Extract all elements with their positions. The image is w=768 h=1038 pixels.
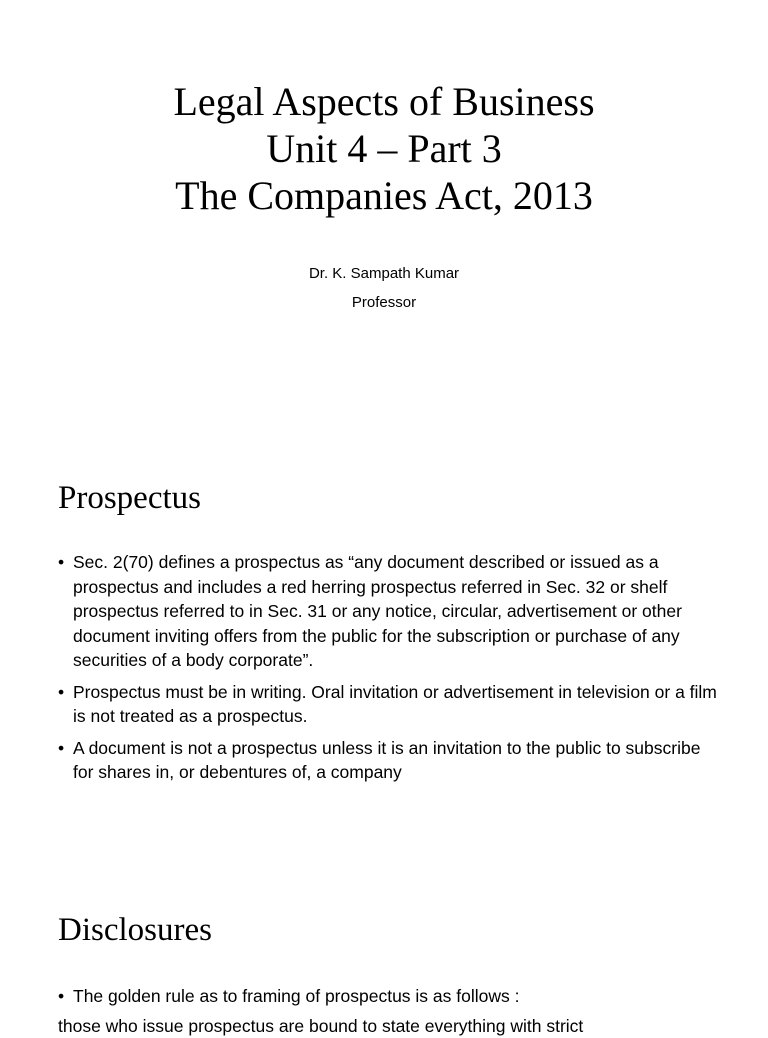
prospectus-slide (0, 432, 768, 864)
author-name: Dr. K. Sampath Kumar (0, 259, 768, 288)
slide-title (0, 78, 768, 219)
title-line-3: The Companies Act, 2013 (0, 172, 768, 219)
title-slide (0, 0, 768, 432)
bullet-list (58, 550, 718, 792)
author-role: Professor (0, 288, 768, 317)
bullet-icon: • (58, 736, 64, 761)
bullet-text: Prospectus must be in writing. Oral invitation or advertisement in television or a film is not treated as a prospectus. (73, 682, 717, 727)
slide-heading: Prospectus (58, 478, 201, 518)
title-line-2: Unit 4 – Part 3 (0, 125, 768, 172)
bullet-item (58, 550, 718, 673)
bullet-text: Sec. 2(70) defines a prospectus as “any document described or issued as a prospectus and includes a red herring prospectus referred in Sec. 32 or shelf prospectus referred to in Sec. 31 or any notice, circular, advertisement or other document inviting offers from the public for the subscription or purchase of any securities of a body corporate”. (73, 552, 682, 670)
bullet-icon: • (58, 550, 64, 575)
disclosures-slide (0, 864, 768, 1024)
slide-heading: Disclosures (58, 910, 212, 950)
bullet-list (58, 984, 718, 1038)
bullet-item (58, 680, 718, 729)
bullet-item (58, 984, 718, 1009)
slide-subtitle (0, 259, 768, 317)
bullet-text: The golden rule as to framing of prospectus is as follows : (73, 986, 519, 1006)
cut-off-text-line: those who issue prospectus are bound to state everything with strict (58, 1014, 718, 1038)
bullet-text: A document is not a prospectus unless it is an invitation to the public to subscribe for shares in, or debentures of, a company (73, 738, 700, 783)
bullet-icon: • (58, 984, 64, 1009)
bullet-icon: • (58, 680, 64, 705)
bullet-item (58, 736, 718, 785)
title-line-1: Legal Aspects of Business (0, 78, 768, 125)
